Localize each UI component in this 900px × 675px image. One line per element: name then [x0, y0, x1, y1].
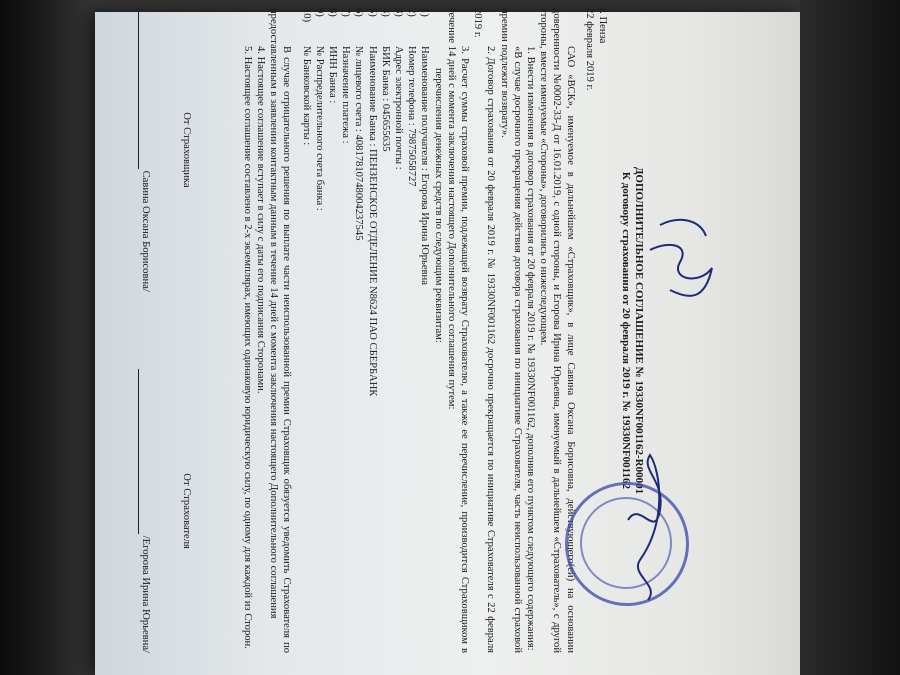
insured-name: /Егорова Ирина Юрьевна/: [139, 535, 151, 653]
requisite-number: 6): [353, 8, 365, 17]
requisite-text: № Распределительного счета банка :: [313, 46, 325, 211]
agreement-document: [85, 8, 645, 653]
title-line-2: К договору страхования от 20 февраля 2019 г. № 19330NF001162: [620, 171, 632, 490]
clause-3: 3. Расчет суммы страховой премии, подлежащей возврату Страхователю, а также ее перечисление, производится Страховщиком в течение 14 дней с момента заключения настоящего Дополнительного соглашения путем:: [445, 8, 470, 653]
requisite-number: 1): [419, 8, 431, 17]
requisite-text: Наименование Банка : ПЕНЗЕНСКОЕ ОТДЕЛЕНИЕ N8624 ПАО СБЕРБАНК: [366, 46, 378, 397]
insurer-sign-line: [138, 8, 153, 292]
requisite-text: Адрес электронной почты :: [392, 46, 404, 170]
clause-4: 4. Настоящее соглашение вступает в силу с даты его подписания Сторонами.: [254, 46, 266, 394]
intro-paragraph: САО «ВСК», именуемое в дальнейшем «Страховщик», в лице Савина Оксана Борисовна, действующего(ей) на основании доверенности №0002-33-Д от 16.01.2019, с одной стороны, и Егорова Ирина Юрьевна, именуемый в дальнейшем «Страхователь», с другой стороны, вместе именуемые «Стороны», договорились о нижеследующем.: [538, 8, 576, 653]
refusal-paragraph: В случае отрицательного решения по выплате части неиспользованной премии Страховщик обязуется уведомить Страхователя по предоставленным в заявлении контактным данным в течение 14 дней с момента заключения настоящего Дополнительного соглашения: [268, 8, 293, 653]
requisite-number: 4): [379, 8, 391, 17]
clause-1-quote: «В случае досрочного прекращения действия договора страхования по инициативе Страхователя, часть неиспользованной страховой премии подлежит возврату».: [498, 8, 523, 653]
requisite-text: № лицевого счета : 40817810748004237545: [353, 46, 365, 241]
requisite-item: [299, 8, 312, 653]
requisite-item: [405, 8, 418, 653]
requisite-number: 2): [406, 8, 418, 17]
clause-2: 2. Договор страхования от 20 февраля 2019 г. № 19330NF001162 досрочно прекращается по инициативе Страхователя с 22 февраля 2019 г.: [472, 8, 497, 653]
requisite-number: 10): [300, 8, 312, 23]
clause-1: 1. Внести изменения в договор страхования от 20 февраля 2019 г. № 19330NF001162, дополнив его пунктом следующего содержания:: [524, 46, 536, 651]
requisites-list: [299, 8, 431, 653]
requisite-item: [379, 8, 392, 653]
title-line-1: ДОПОЛНИТЕЛЬНОЕ СОГЛАШЕНИЕ № 19330NF001162-R00001: [633, 166, 645, 495]
dark-background: [800, 0, 900, 675]
stamp-logo: [610, 513, 646, 573]
requisite-number: 9): [313, 8, 325, 17]
insured-sign-line: [138, 369, 153, 653]
company-stamp: [565, 482, 689, 606]
requisite-item: [313, 8, 326, 653]
insured-signature: [138, 369, 192, 653]
requisite-text: Номер телефона : 79875058727: [406, 46, 418, 187]
insurer-line: [138, 8, 153, 169]
insurer-name: Савина Оксана Борисовна/: [139, 170, 151, 292]
requisite-number: 8): [326, 8, 338, 17]
requisite-text: БИК Банка : 045655635: [379, 46, 391, 152]
clause-5: 5. Настоящее соглашение составлено в 2-х экземплярах, имеющих одинаковую юридическую силу, по одному для каждой из Сторон.: [241, 46, 253, 649]
insurer-heading: От Страховщика: [180, 112, 192, 188]
requisite-text: Наименование получателя : Егорова Ирина Юрьевна: [419, 46, 431, 285]
requisite-text: Назначение платежа :: [340, 46, 352, 144]
requisite-item: [365, 8, 378, 653]
requisite-item: [326, 8, 339, 653]
clause-3-sub: перечисления денежных средств по следующим реквизитам:: [432, 68, 444, 343]
insured-heading: От Страхователя: [180, 473, 192, 549]
requisite-text: № Банковской карты :: [300, 46, 312, 146]
signature-block: [138, 8, 192, 653]
insured-line: [138, 369, 153, 534]
date: 22 февраля 2019 г.: [583, 8, 595, 91]
requisite-number: 5): [366, 8, 378, 17]
requisite-item: [352, 8, 365, 653]
requisite-item: [418, 8, 431, 653]
requisite-number: 3): [392, 8, 404, 17]
requisite-number: 7): [340, 8, 352, 17]
place-date: [583, 8, 609, 90]
requisite-item: [339, 8, 352, 653]
requisite-text: ИНН Банка :: [326, 46, 338, 104]
city: г. Пенза: [597, 8, 608, 44]
requisite-item: [392, 8, 405, 653]
insurer-signature: [138, 8, 192, 292]
